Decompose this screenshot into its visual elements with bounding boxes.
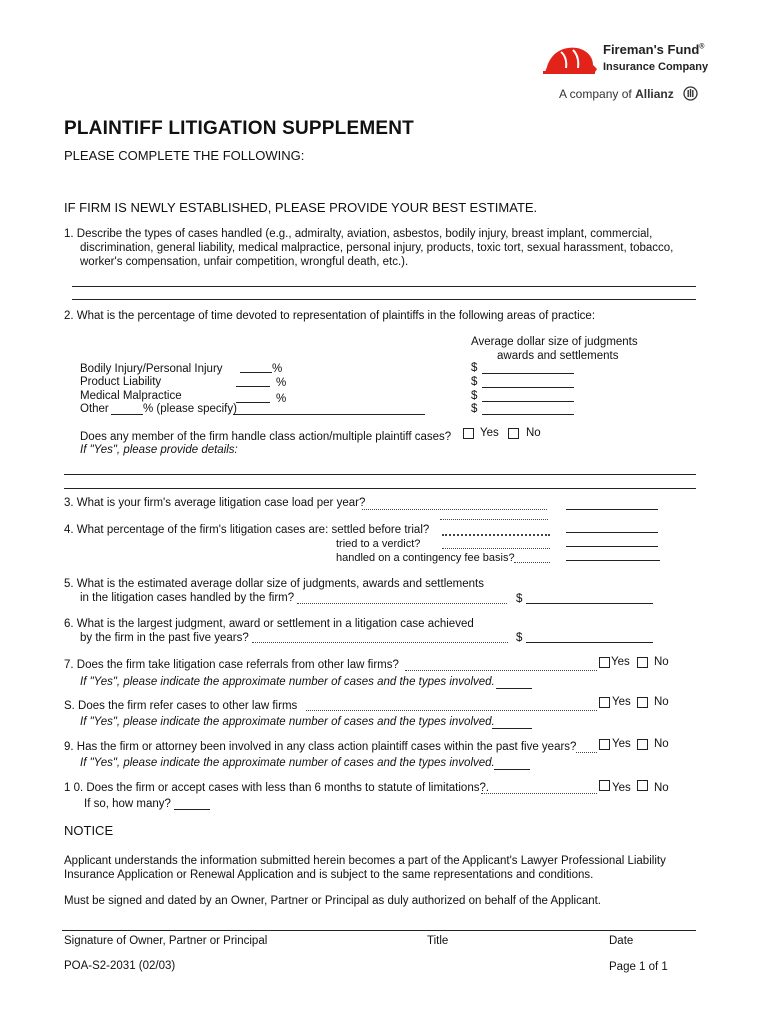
leader-dots: [405, 670, 597, 671]
q10-text: 1 0. Does the firm or accept cases with less than 6 months to statute of limitations?.: [64, 782, 490, 794]
q7-detail-prompt: If "Yes", please indicate the approximate number of cases and the types involved.: [80, 676, 495, 688]
q1-line2: discrimination, general liability, medical malpractice, personal injury, products, toxic tort, sexual harassment, tobacco,: [80, 242, 674, 254]
area-medical-malpractice: Medical Malpractice: [80, 390, 182, 402]
q9-no-checkbox[interactable]: [637, 739, 648, 750]
q4-tried-text: tried to a verdict?: [336, 538, 421, 550]
no-label: No: [654, 738, 669, 750]
area-bodily-injury: Bodily Injury/Personal Injury: [80, 363, 223, 375]
other-specify-field[interactable]: [233, 414, 425, 415]
registered-mark: ®: [699, 43, 705, 51]
no-label: No: [654, 656, 669, 668]
other-percent-suffix: % (please specify): [143, 403, 237, 415]
class-action-details-prompt: If "Yes", please provide details:: [80, 444, 238, 456]
q5-answer-field[interactable]: [526, 603, 653, 604]
fire-helmet-icon: [541, 43, 599, 77]
q8-text: S. Does the firm refer cases to other law firms: [64, 700, 298, 712]
q9-yes-checkbox[interactable]: [599, 739, 610, 750]
percent-sign: %: [276, 377, 287, 389]
q4-settled-field[interactable]: [566, 532, 658, 533]
leader-dots: [440, 519, 548, 520]
title-label: Title: [427, 935, 449, 947]
q1-line1: 1. Describe the types of cases handled (e.g., admiralty, aviation, asbestos, bodily injury, breast implant, commercial,: [64, 228, 653, 240]
notice-heading: NOTICE: [64, 823, 114, 838]
q10-detail-field[interactable]: [174, 809, 210, 810]
q8-no-checkbox[interactable]: [637, 697, 648, 708]
company-of-text: A company of: [559, 87, 632, 101]
q9-detail-field[interactable]: [494, 769, 530, 770]
q6-answer-field[interactable]: [526, 642, 653, 643]
q9-text: 9. Has the firm or attorney been involved in any class action plaintiff cases within the past five years?: [64, 741, 577, 753]
yes-label: Yes: [480, 427, 499, 439]
brand-name-line2: Insurance Company: [603, 61, 709, 73]
date-label: Date: [609, 935, 634, 947]
q6-line1: 6. What is the largest judgment, award or settlement in a litigation case achieved: [64, 618, 474, 630]
dollar-sign: $: [471, 376, 478, 388]
dollar-sign: $: [471, 390, 478, 402]
q4-tried-field[interactable]: [566, 546, 658, 547]
q5-line2: in the litigation cases handled by the firm?: [80, 592, 295, 604]
allianz-eagle-icon: [683, 86, 698, 101]
q7-detail-field[interactable]: [496, 688, 532, 689]
avg-dollar-header-2: awards and settlements: [497, 350, 619, 362]
no-label: No: [654, 782, 669, 794]
other-dollar-field[interactable]: [482, 414, 574, 415]
avg-dollar-header-1: Average dollar size of judgments: [471, 336, 638, 348]
q8-detail-prompt: If "Yes", please indicate the approximate number of cases and the types involved.: [80, 716, 495, 728]
no-label: No: [654, 696, 669, 708]
q4-text: 4. What percentage of the firm's litigation cases are: settled before trial?: [64, 524, 430, 536]
medical-malpractice-percent-field[interactable]: [236, 402, 270, 403]
q5-dollar-sign: $: [516, 593, 523, 605]
class-action-yes-checkbox[interactable]: [463, 428, 474, 439]
yes-label: Yes: [611, 656, 630, 668]
area-product-liability: Product Liability: [80, 376, 162, 388]
product-liability-dollar-field[interactable]: [482, 387, 574, 388]
q7-yes-checkbox[interactable]: [599, 657, 610, 668]
leader-dots: [362, 509, 547, 510]
other-percent-field[interactable]: [111, 414, 143, 415]
signature-line[interactable]: [62, 930, 696, 931]
leader-dots: [481, 793, 597, 794]
leader-dots: [514, 562, 550, 563]
q6-line2: by the firm in the past five years?: [80, 632, 249, 644]
estimate-note: IF FIRM IS NEWLY ESTABLISHED, PLEASE PROVIDE YOUR BEST ESTIMATE.: [64, 200, 538, 215]
dollar-sign: $: [471, 362, 478, 374]
yes-label: Yes: [612, 696, 631, 708]
q10-no-checkbox[interactable]: [637, 780, 648, 791]
q6-dollar-sign: $: [516, 632, 523, 644]
brand-name-line1: Fireman's Fund: [603, 42, 700, 57]
form-number: POA-S2-2031 (02/03): [64, 960, 176, 972]
q7-no-checkbox[interactable]: [637, 657, 648, 668]
yes-label: Yes: [612, 738, 631, 750]
area-other-label: Other: [80, 403, 109, 415]
percent-sign: %: [276, 393, 287, 405]
allianz-text: Allianz: [635, 87, 674, 101]
q5-line1: 5. What is the estimated average dollar size of judgments, awards and settlements: [64, 578, 484, 590]
signature-requirement: Must be signed and dated by an Owner, Partner or Principal as duly authorized on behalf of the Applicant.: [64, 895, 602, 907]
no-label: No: [526, 427, 541, 439]
q3-answer-field[interactable]: [566, 509, 658, 510]
page-number: Page 1 of 1: [609, 961, 668, 973]
class-action-question: Does any member of the firm handle class action/multiple plaintiff cases?: [80, 431, 452, 443]
medical-malpractice-dollar-field[interactable]: [482, 401, 574, 402]
q4-contingency-text: handled on a contingency fee basis?: [336, 552, 515, 564]
class-action-details-line-1[interactable]: [64, 474, 696, 475]
q10-detail-prompt: If so, how many?: [84, 798, 171, 810]
q1-answer-line-1[interactable]: [72, 286, 696, 287]
signature-label: Signature of Owner, Partner or Principal: [64, 935, 268, 947]
leader-dots: [442, 534, 550, 536]
notice-paragraph-line2: Insurance Application or Renewal Application and is subject to the same representations and conditions.: [64, 869, 594, 881]
form-subtitle: PLEASE COMPLETE THE FOLLOWING:: [64, 148, 305, 163]
q9-detail-prompt: If "Yes", please indicate the approximate number of cases and the types involved.: [80, 757, 495, 769]
class-action-no-checkbox[interactable]: [508, 428, 519, 439]
dollar-sign: $: [471, 403, 478, 415]
q8-detail-field[interactable]: [492, 728, 532, 729]
q10-yes-checkbox[interactable]: [599, 780, 610, 791]
yes-label: Yes: [612, 782, 631, 794]
class-action-details-line-2[interactable]: [64, 488, 696, 489]
q8-yes-checkbox[interactable]: [599, 697, 610, 708]
percent-sign: %: [272, 363, 283, 375]
leader-dots: [252, 642, 508, 643]
q2-text: 2. What is the percentage of time devoted to representation of plaintiffs in the following areas of practice:: [64, 310, 596, 322]
leader-dots: [306, 710, 597, 711]
notice-paragraph-line1: Applicant understands the information submitted herein becomes a part of the Applicant's Lawyer Professional Liability: [64, 855, 666, 867]
leader-dots: [442, 548, 550, 549]
q4-contingency-field[interactable]: [566, 560, 660, 561]
q3-text: 3. What is your firm's average litigation case load per year?: [64, 497, 366, 509]
q1-line3: worker's compensation, unfair competition, wrongful death, etc.).: [80, 256, 409, 268]
form-title: PLAINTIFF LITIGATION SUPPLEMENT: [64, 118, 414, 139]
q1-answer-line-2[interactable]: [72, 299, 696, 300]
bodily-injury-dollar-field[interactable]: [482, 373, 574, 374]
leader-dots: [297, 603, 507, 604]
bodily-injury-percent-field[interactable]: [240, 372, 272, 373]
leader-dots: [576, 752, 597, 753]
product-liability-percent-field[interactable]: [236, 386, 270, 387]
q7-text: 7. Does the firm take litigation case referrals from other law firms?: [64, 659, 399, 671]
